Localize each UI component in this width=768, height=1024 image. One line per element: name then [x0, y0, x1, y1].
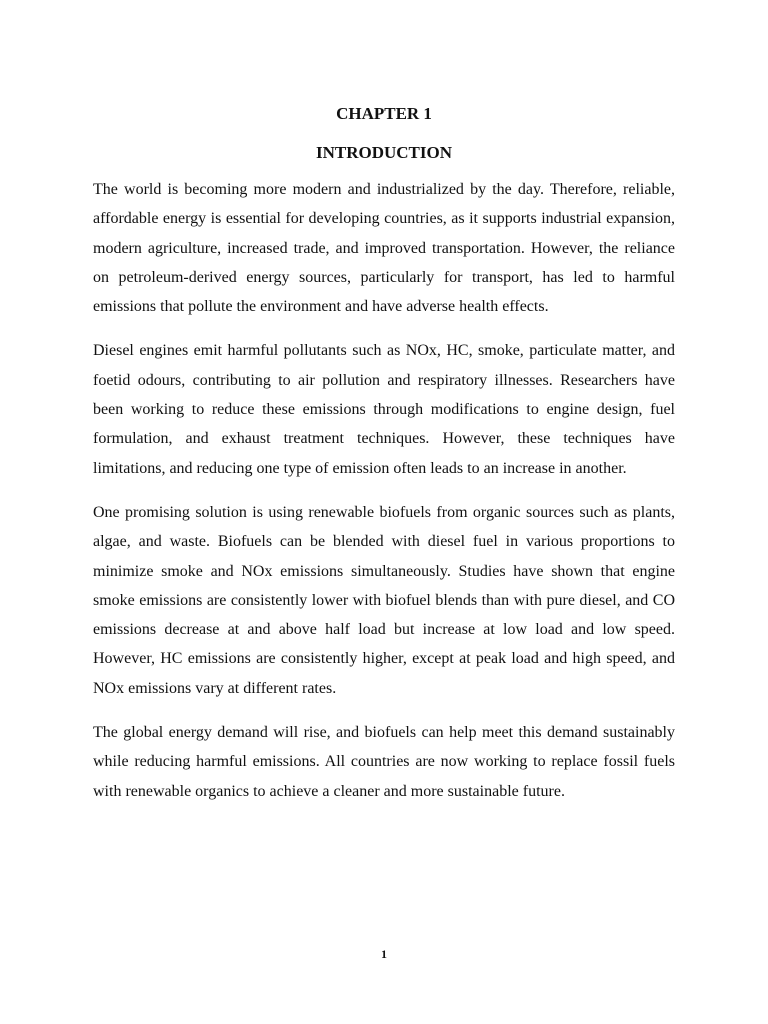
section-title: INTRODUCTION: [315, 143, 453, 162]
page-number: 1: [381, 947, 387, 961]
paragraph: The world is becoming more modern and industrialized by the day. Therefore, reliable, affordable energy is essential for developing countries, as it supports industrial expansion, modern agriculture, increased trade, and improved transportation. However, the reliance on petroleum-derived energy sources, particularly for transport, has led to harmful emissions that pollute the environment and have adverse health effects.: [93, 181, 675, 316]
paragraph: One promising solution is using renewable biofuels from organic sources such as plants, algae, and waste. Biofuels can be blended with diesel fuel in various proportions to minimize smoke and NOx emissions simultaneously. Studies have shown that engine smoke emissions are consistently lower with biofuel blends than with pure diesel, and CO emissions decrease at and above half load but increase at low load and low speed. However, HC emissions are consistently higher, except at peak load and high speed, and NOx emissions vary at different rates.: [93, 503, 675, 697]
paragraph: The global energy demand will rise, and biofuels can help meet this demand sustainably while reducing harmful emissions. All countries are now working to replace fossil fuels with renewable organics to achieve a cleaner and more sustainable future.: [93, 724, 675, 800]
chapter-label: CHAPTER 1: [336, 104, 432, 123]
body-text: [93, 175, 675, 821]
paragraph: Diesel engines emit harmful pollutants such as NOx, HC, smoke, particulate matter, and foetid odours, contributing to air pollution and respiratory illnesses. Researchers have been working to reduce these emissions through modifications to engine design, fuel formulation, and exhaust treatment techniques. However, these techniques have limitations, and reducing one type of emission often leads to an increase in another.: [93, 342, 675, 477]
